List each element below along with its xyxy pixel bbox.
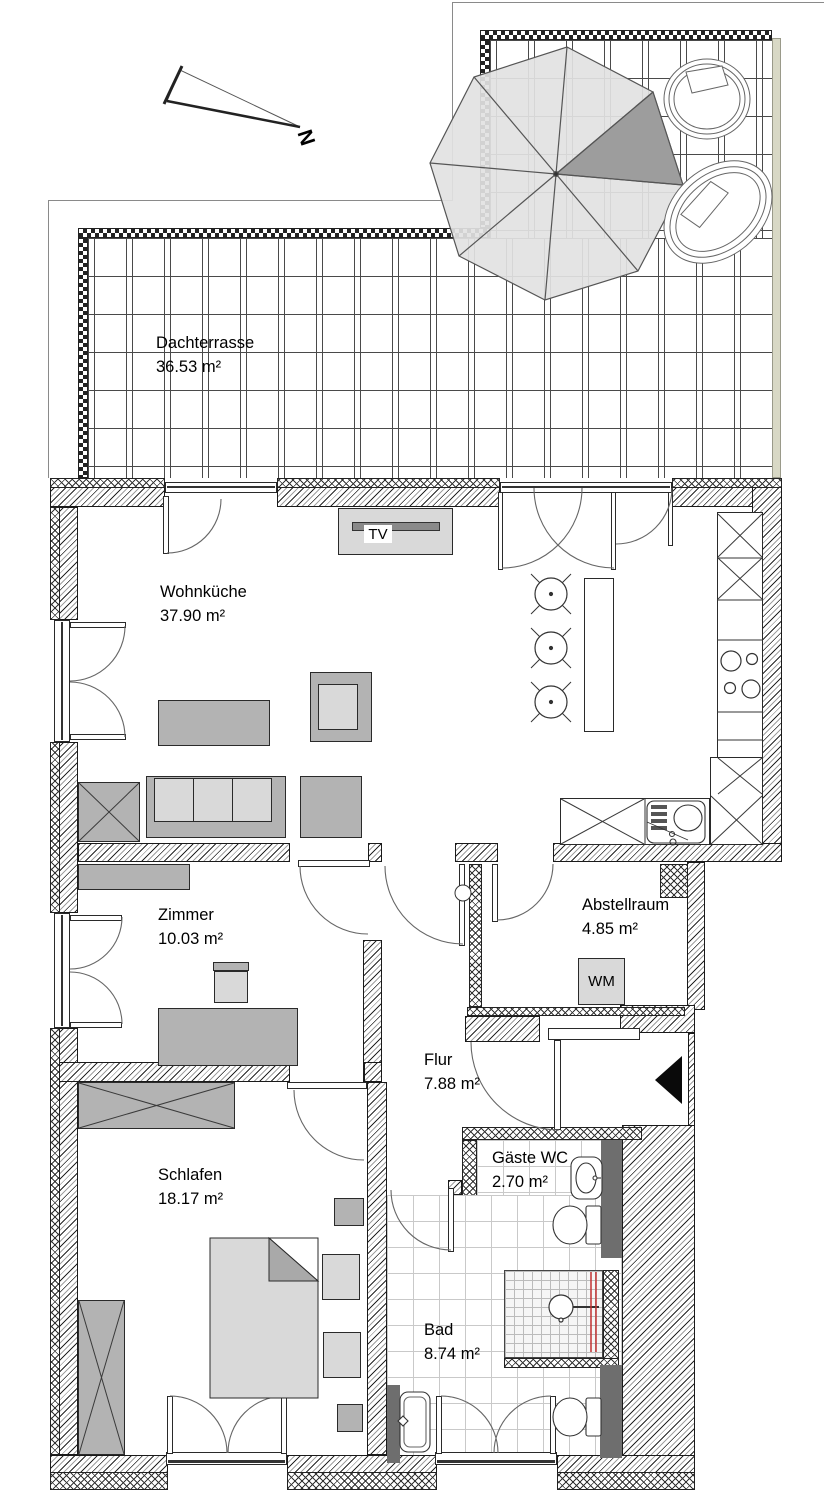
sofa-cushion bbox=[232, 778, 272, 822]
north-label: N bbox=[292, 126, 320, 149]
room-label-gaeste-wc: Gäste WC 2.70 m² bbox=[492, 1149, 569, 1191]
door-leaf bbox=[554, 1040, 561, 1130]
room-label-wohnkueche: Wohnküche 37.90 m² bbox=[160, 583, 247, 625]
installation-wall bbox=[600, 1365, 622, 1458]
nightstand bbox=[323, 1332, 361, 1378]
tv-sideboard bbox=[338, 508, 453, 555]
room-label-schlafen: Schlafen 18.17 m² bbox=[158, 1166, 224, 1208]
door-leaf bbox=[163, 496, 169, 554]
coffee-table bbox=[158, 700, 270, 746]
bar-stool bbox=[531, 628, 571, 668]
terrace-railing bbox=[78, 238, 88, 478]
window-leaf bbox=[70, 915, 122, 921]
boundary-line bbox=[452, 2, 824, 3]
storage-cabinet bbox=[78, 782, 140, 842]
installation-wall bbox=[387, 1385, 400, 1463]
window-glass-line bbox=[168, 1460, 285, 1463]
door-leaf bbox=[498, 492, 503, 570]
window-glass-line bbox=[437, 1460, 555, 1463]
shelf bbox=[78, 864, 190, 890]
desk bbox=[158, 1008, 298, 1066]
insulation-strip bbox=[462, 1127, 642, 1140]
insulation-strip bbox=[50, 1028, 60, 1455]
room-label-dachterrasse: Dachterrasse 36.53 m² bbox=[156, 334, 255, 376]
boundary-line bbox=[48, 200, 453, 201]
kitchen-counter bbox=[717, 512, 763, 758]
sofa-cushion bbox=[193, 778, 233, 822]
sofa-cushion bbox=[154, 778, 194, 822]
terrace-railing bbox=[78, 228, 490, 238]
door-leaf bbox=[611, 492, 616, 570]
room-label-abstellraum: Abstellraum 4.85 m² bbox=[582, 896, 670, 938]
window-leaf bbox=[550, 1396, 556, 1454]
armchair-cushion bbox=[318, 684, 358, 730]
wall-segment bbox=[363, 940, 382, 1082]
side-table bbox=[300, 776, 362, 838]
wall-segment bbox=[367, 1082, 387, 1455]
insulation-strip bbox=[603, 1270, 619, 1360]
tv-label: TV bbox=[364, 525, 392, 543]
terrace-tiles-upper bbox=[490, 40, 772, 238]
wall-segment bbox=[465, 1016, 540, 1042]
kitchen-island bbox=[584, 578, 614, 732]
entrance-door-lintel bbox=[548, 1028, 640, 1040]
threshold-line bbox=[167, 486, 275, 488]
door-leaf bbox=[298, 860, 370, 867]
boundary-line bbox=[48, 200, 49, 478]
wall-segment bbox=[687, 862, 705, 1010]
window-leaf bbox=[436, 1396, 442, 1454]
insulation-strip bbox=[287, 1472, 437, 1490]
entrance-arrow-icon bbox=[655, 1056, 682, 1104]
terrace-edge-strip bbox=[772, 38, 781, 478]
wardrobe bbox=[78, 1082, 235, 1129]
window-leaf bbox=[70, 1022, 122, 1028]
wall-segment bbox=[364, 1062, 382, 1082]
north-arrow-icon bbox=[164, 66, 319, 149]
insulation-strip bbox=[50, 507, 60, 620]
wall-segment bbox=[455, 843, 498, 862]
wall-segment bbox=[368, 843, 382, 862]
door-leaf bbox=[287, 1082, 367, 1089]
door-leaf bbox=[459, 864, 465, 946]
bed bbox=[210, 1238, 318, 1398]
door-leaf bbox=[448, 1188, 454, 1252]
shower bbox=[504, 1270, 603, 1358]
insulation-strip bbox=[467, 1007, 685, 1016]
wall-segment bbox=[553, 843, 782, 862]
window-leaf bbox=[281, 1396, 287, 1454]
nightstand bbox=[322, 1254, 360, 1300]
boundary-line bbox=[452, 2, 453, 200]
threshold-line bbox=[502, 486, 670, 488]
room-label-zimmer: Zimmer 10.03 m² bbox=[158, 906, 224, 948]
insulation-strip bbox=[50, 742, 60, 913]
washing-machine-label: WM bbox=[588, 973, 615, 990]
window-glass-line bbox=[61, 622, 63, 740]
bar-stool bbox=[531, 682, 571, 722]
insulation-strip bbox=[277, 478, 500, 488]
bar-stool bbox=[531, 574, 571, 614]
insulation-strip bbox=[672, 478, 782, 488]
wall-segment bbox=[622, 1125, 695, 1463]
window-leaf bbox=[70, 734, 126, 740]
insulation-strip bbox=[50, 478, 165, 488]
room-label-flur: Flur 7.88 m² bbox=[424, 1051, 480, 1093]
window-glass-line bbox=[61, 915, 63, 1026]
installation-wall bbox=[601, 1140, 622, 1258]
door-leaf bbox=[492, 864, 498, 922]
desk-chair-back bbox=[213, 962, 249, 971]
window-leaf bbox=[70, 622, 126, 628]
wall-shelf bbox=[334, 1198, 364, 1226]
kitchen-counter bbox=[560, 798, 710, 845]
window-leaf bbox=[167, 1396, 173, 1454]
window-frame bbox=[435, 1452, 557, 1465]
room-label-bad: Bad 8.74 m² bbox=[424, 1321, 480, 1363]
insulation-strip bbox=[50, 1472, 168, 1490]
terrace-railing bbox=[480, 40, 490, 228]
desk-chair bbox=[214, 971, 248, 1003]
insulation-strip bbox=[557, 1472, 695, 1490]
insulation-strip bbox=[469, 864, 482, 1007]
window-frame bbox=[166, 1452, 287, 1465]
door-leaf bbox=[668, 492, 673, 546]
wall-segment bbox=[688, 1033, 695, 1130]
wall-segment bbox=[78, 843, 290, 862]
wardrobe bbox=[78, 1300, 125, 1455]
stool bbox=[337, 1404, 363, 1432]
terrace-railing bbox=[480, 30, 772, 40]
kitchen-corner-cabinet bbox=[710, 757, 763, 845]
